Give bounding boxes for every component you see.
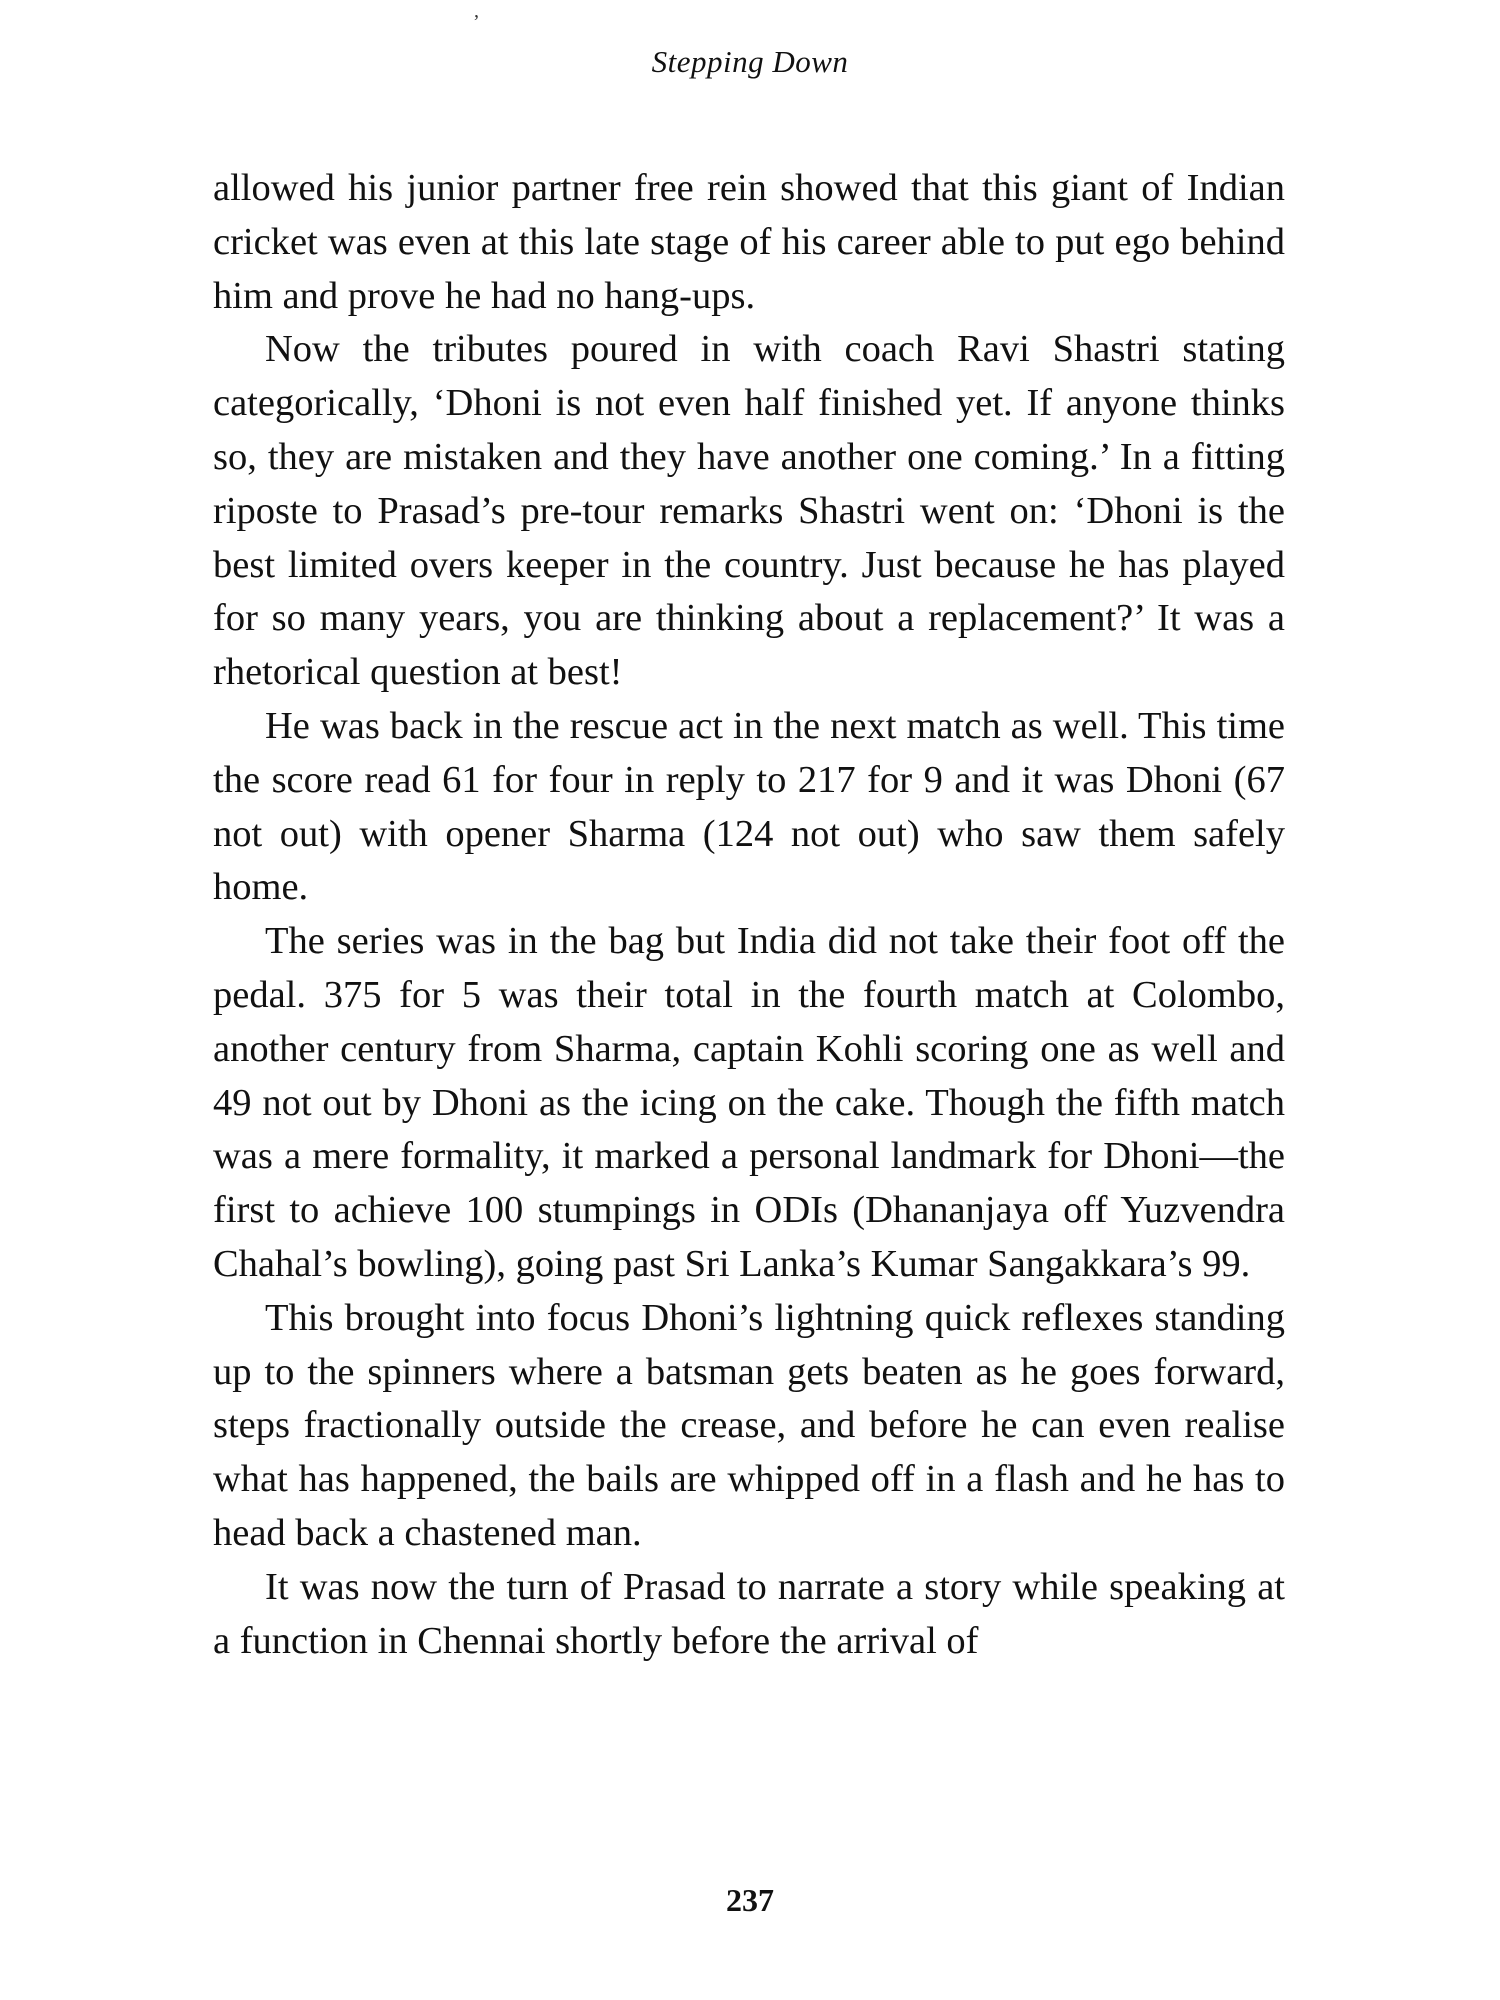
paragraph: Now the tributes poured in with coach Ravi Shastri stating categorically, ‘Dhoni is not even half finished yet. If anyone thinks so, they are mistaken and they have another one coming.’ In a fitting riposte to Prasad’s pre-tour remarks Shastri went on: ‘Dhoni is the best limited overs keeper in the country. Just because he has played for so many years, you are thinking about a replacement?’ It was a rhetorical question at best! [213, 328, 1285, 694]
paragraph: He was back in the rescue act in the next match as well. This time the score read 61 for four in reply to 217 for 9 and it was Dhoni (67 not out) with opener Sharma (124 not out) who saw them safely home. [213, 704, 1285, 909]
paragraph: This brought into focus Dhoni’s lightning quick reflexes standing up to the spinners where a batsman gets beaten as he goes forward, steps fractionally outside the crease, and before he can even realise what has happened, the bails are whipped off in a flash and he has to head back a chastened man. [213, 1296, 1285, 1554]
paragraph: The series was in the bag but India did not take their foot off the pedal. 375 for 5 was their total in the fourth match at Colombo, another century from Sharma, captain Kohli scoring one as well and 49 not out by Dhoni as the icing on the cake. Though the fifth match was a mere formality, it marked a personal landmark for Dhoni—the first to achieve 100 stumpings in ODIs (Dhananjaya off Yuzvendra Chahal’s bowling), going past Sri Lanka’s Kumar Sangakkara’s 99. [213, 920, 1285, 1285]
paragraph: It was now the turn of Prasad to narrate a story while speaking at a function in Chennai shortly before the arrival of [213, 1565, 1285, 1662]
body-text [213, 162, 1285, 1668]
paragraph-continued: allowed his junior partner free rein showed that this giant of Indian cricket was even at this late stage of his career able to put ego behind him and prove he had no hang-ups. [213, 167, 1285, 317]
running-head: Stepping Down [651, 44, 849, 79]
stray-mark: , [474, 0, 479, 22]
page-number: 237 [726, 1882, 774, 1918]
